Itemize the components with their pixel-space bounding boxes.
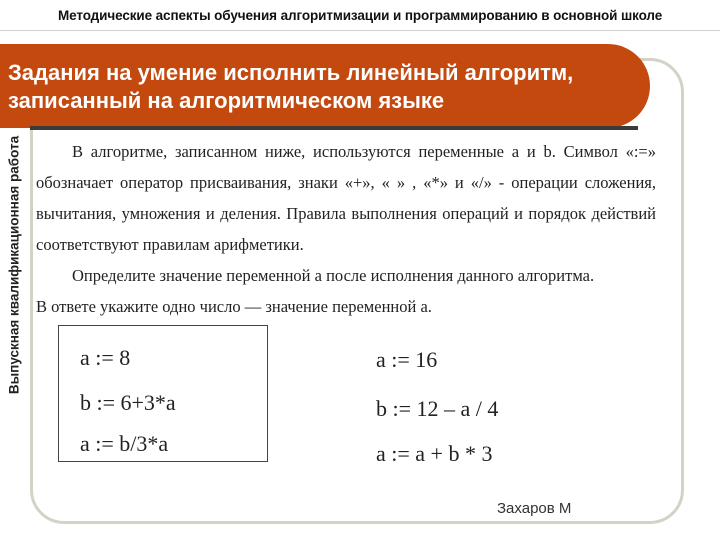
algorithm-left-line-1: a := 8 bbox=[80, 345, 131, 370]
algorithm-right-line-2: b := 12 – a / 4 bbox=[376, 396, 499, 421]
slide-title-line-1: Задания на умение исполнить линейный алгоритм, bbox=[8, 60, 574, 85]
slide-title bbox=[8, 59, 573, 115]
algorithm-right-line-1: a := 16 bbox=[376, 347, 438, 372]
algorithm-left-line-3: a := b/3*a bbox=[80, 431, 169, 456]
algorithm-left-line-2: b := 6+3*a bbox=[80, 390, 176, 415]
task-text bbox=[36, 136, 656, 322]
presentation-header-title: Методические аспекты обучения алгоритмизации и программированию в основной школе bbox=[58, 8, 663, 23]
task-paragraph-3: В ответе укажите одно число — значение переменной a. bbox=[36, 297, 432, 316]
title-underline bbox=[30, 126, 638, 130]
side-label: Выпускная квалификационная работа bbox=[6, 135, 22, 395]
task-paragraph-1: В алгоритме, записанном ниже, используются переменные a и b. Символ «:=» обозначает оператор присваивания, знаки «+», « » , «*» и «/» - операции сложения, вычитания, умножения и деления. Правила выполнения операций и порядок действий соответствуют правилам арифметики. bbox=[36, 142, 656, 254]
author-name: Захаров М bbox=[497, 500, 572, 517]
header-divider bbox=[0, 30, 720, 31]
slide-title-line-2: записанный на алгоритмическом языке bbox=[8, 88, 445, 113]
task-paragraph-2: Определите значение переменной a после исполнения данного алгоритма. bbox=[72, 266, 595, 285]
algorithm-right-line-3: a := a + b * 3 bbox=[376, 441, 493, 466]
